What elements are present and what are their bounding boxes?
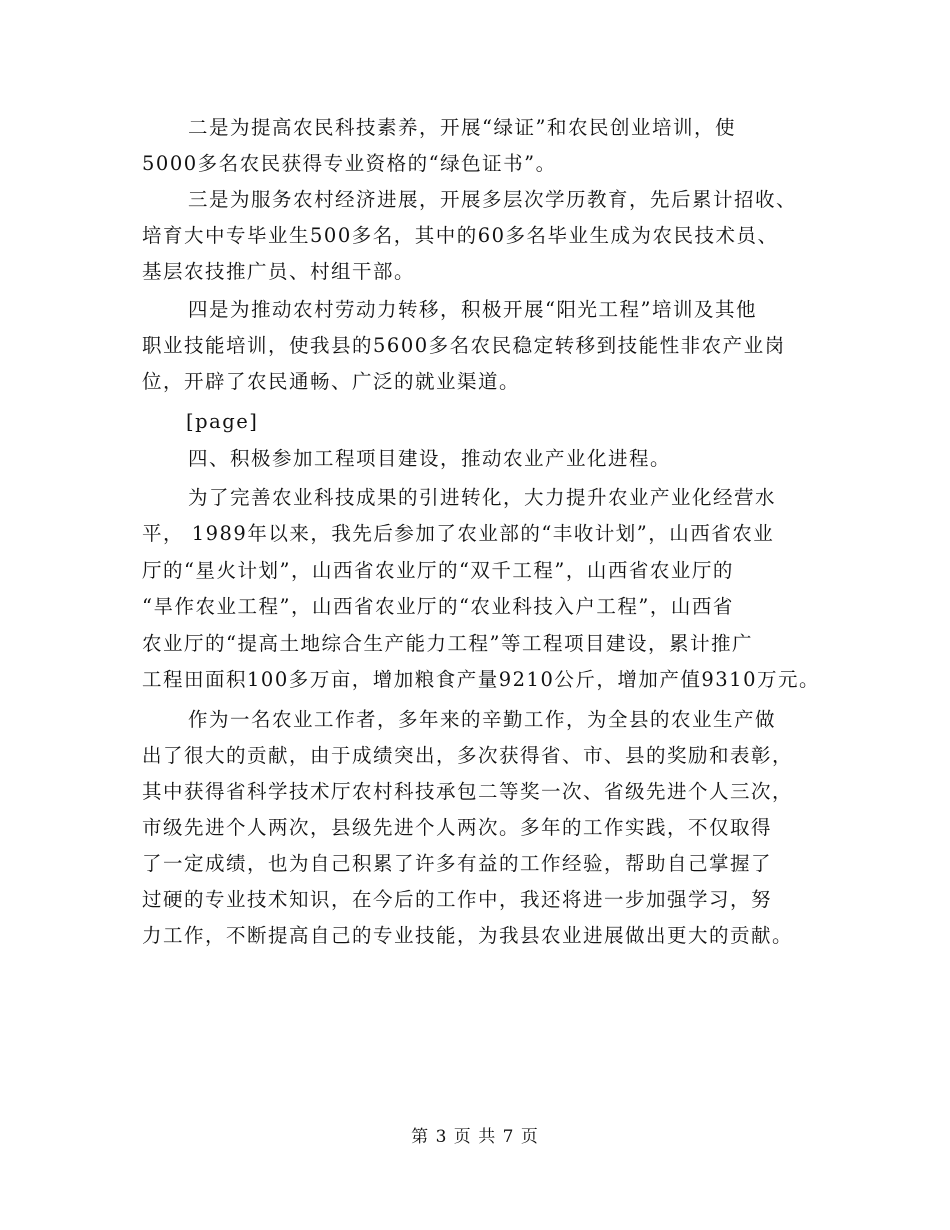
text-line: 过硬的专业技术知识，在今后的工作中，我还将进一步加强学习，努: [142, 888, 773, 911]
text-line: 其中获得省科学技术厅农村科技承包二等奖一次、省级先进个人三次，: [142, 780, 794, 803]
text-line: 厅的“星火计划”，山西省农业厅的“双千工程”，山西省农业厅的: [142, 559, 734, 582]
text-line: 了一定成绩，也为自己积累了许多有益的工作经验，帮助自己掌握了: [142, 852, 773, 875]
text-line: 培育大中专毕业生500多名，其中的60多名毕业生成为农民技术员、: [142, 224, 779, 247]
text-line: 位，开辟了农民通畅、广泛的就业渠道。: [142, 370, 521, 393]
text-line: 职业技能培训，使我县的5600多名农民稳定转移到技能性非农产业岗: [142, 334, 786, 357]
text-line: “旱作农业工程”，山西省农业厅的“农业科技入户工程”，山西省: [142, 595, 734, 618]
section-heading: 四、积极参加工程项目建设，推动农业产业化进程。: [188, 447, 672, 470]
text-line: 工程田面积100多万亩，增加粮食产量9210公斤，增加产值9310万元。: [142, 668, 820, 691]
page-number-footer: 第 3 页 共 7 页: [411, 1127, 539, 1147]
text-line: 农业厅的“提高土地综合生产能力工程”等工程项目建设，累计推广: [142, 632, 753, 655]
text-line: 作为一名农业工作者，多年来的辛勤工作，为全县的农业生产做: [188, 708, 777, 731]
text-line: 平， 1989年以来，我先后参加了农业部的“丰收计划”，山西省农业: [142, 522, 775, 545]
text-line: 二是为提高农民科技素养，开展“绿证”和农民创业培训，使: [188, 116, 736, 139]
page-break-marker: [page]: [186, 410, 259, 433]
text-line: 市级先进个人两次，县级先进个人两次。多年的工作实践，不仅取得: [142, 816, 773, 839]
text-line: 四是为推动农村劳动力转移，积极开展“阳光工程”培训及其他: [188, 298, 757, 321]
text-line: 力工作，不断提高自己的专业技能，为我县农业进展做出更大的贡献。: [142, 924, 794, 947]
text-line: 基层农技推广员、村组干部。: [142, 260, 416, 283]
text-line: 5000多名农民获得专业资格的“绿色证书”。: [142, 152, 557, 175]
text-line: 为了完善农业科技成果的引进转化，大力提升农业产业化经营水: [188, 486, 777, 509]
text-line: 出了很大的贡献，由于成绩突出，多次获得省、市、县的奖励和表彰，: [142, 744, 794, 767]
text-line: 三是为服务农村经济进展，开展多层次学历教育，先后累计招收、: [188, 188, 798, 211]
